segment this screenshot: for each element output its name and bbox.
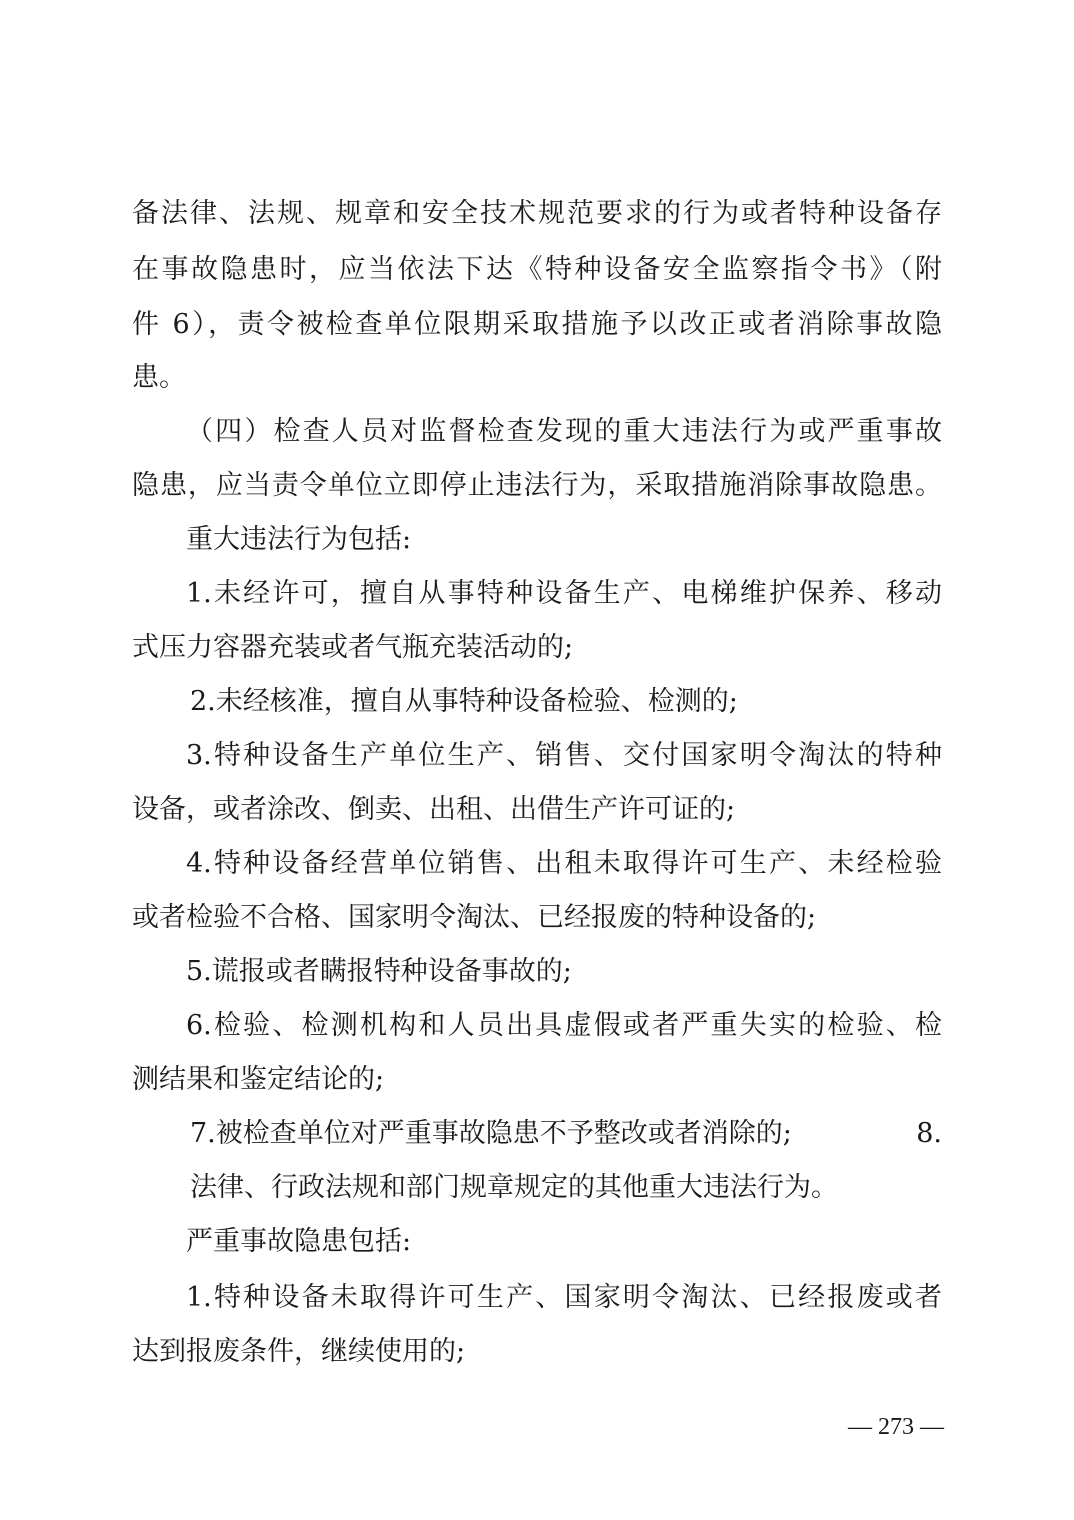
text-line: 式压力容器充装或者气瓶充装活动的; — [132, 632, 574, 663]
page-number: — 273 — — [848, 1414, 944, 1440]
text-line: 件 6），责令被检查单位限期采取措施予以改正或者消除事故隐 — [132, 309, 942, 340]
section-heading: 严重事故隐患包括: — [186, 1226, 412, 1257]
text-line: 5.谎报或者瞒报特种设备事故的; — [186, 956, 572, 987]
text-line: 达到报废条件，继续使用的; — [132, 1336, 466, 1367]
text-line-left: 7.被检查单位对严重事故隐患不予整改或者消除的; — [190, 1118, 792, 1149]
text-line: （四）检查人员对监督检查发现的重大违法行为或严重事故 — [186, 416, 942, 447]
text-line: 3.特种设备生产单位生产、销售、交付国家明令淘汰的特种 — [186, 740, 942, 771]
text-line: 4.特种设备经营单位销售、出租未取得许可生产、未经检验 — [186, 848, 942, 879]
text-line: 设备，或者涂改、倒卖、出租、出借生产许可证的; — [132, 794, 736, 825]
text-line: 或者检验不合格、国家明令淘汰、已经报废的特种设备的; — [132, 902, 817, 933]
text-line: 患。 — [132, 362, 186, 393]
text-line: 1.未经许可，擅自从事特种设备生产、电梯维护保养、移动 — [186, 578, 942, 609]
text-line: 备法律、法规、规章和安全技术规范要求的行为或者特种设备存 — [132, 198, 942, 229]
text-line: 法律、行政法规和部门规章规定的其他重大违法行为。 — [190, 1172, 838, 1203]
text-line: 6.检验、检测机构和人员出具虚假或者严重失实的检验、检 — [186, 1010, 942, 1041]
text-line: 隐患，应当责令单位立即停止违法行为，采取措施消除事故隐患。 — [132, 470, 942, 501]
section-heading: 重大违法行为包括: — [186, 524, 412, 555]
text-line: 2.未经核准，擅自从事特种设备检验、检测的; — [190, 686, 738, 717]
text-line: 在事故隐患时，应当依法下达《特种设备安全监察指令书》（附 — [132, 254, 942, 285]
text-line: 测结果和鉴定结论的; — [132, 1064, 385, 1095]
text-line: 1.特种设备未取得许可生产、国家明令淘汰、已经报废或者 — [186, 1282, 942, 1313]
text-line-right: 8. — [916, 1118, 942, 1149]
split-text-line — [190, 1114, 942, 1154]
